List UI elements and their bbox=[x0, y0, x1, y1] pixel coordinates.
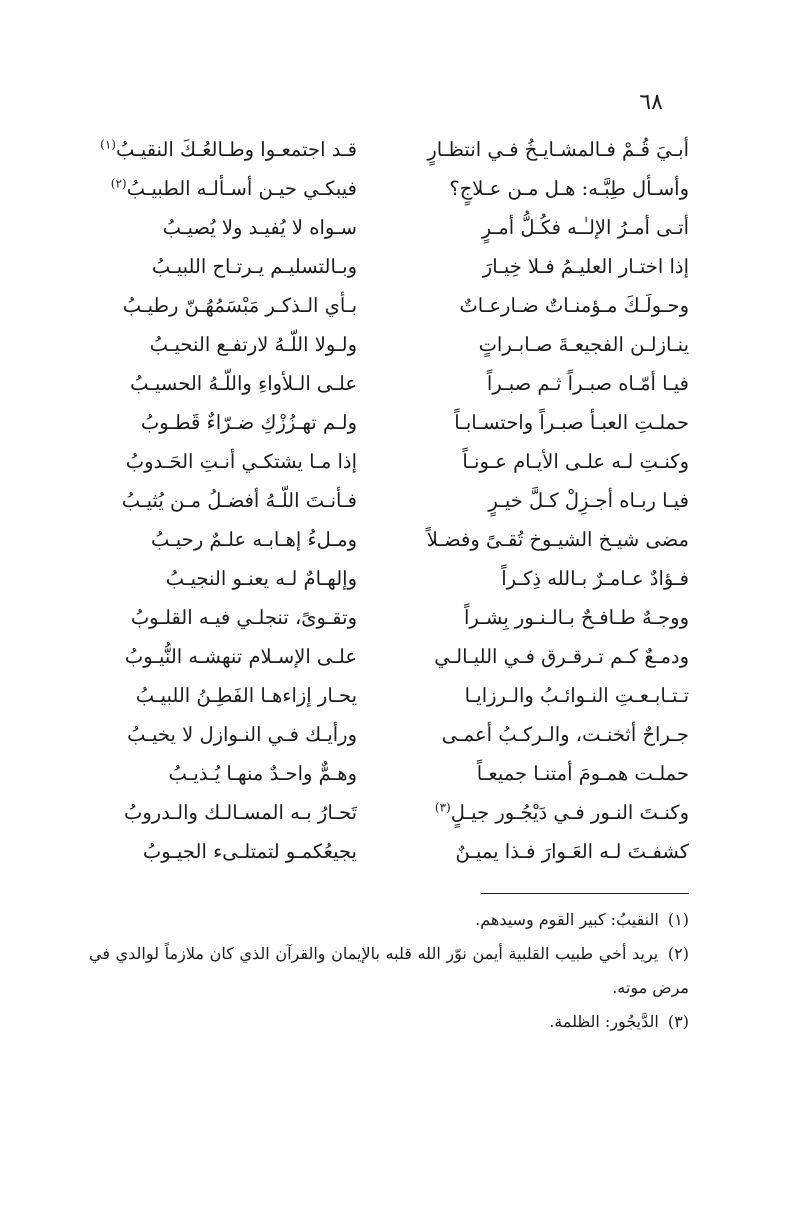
verse-row bbox=[0, 637, 787, 677]
verse-row bbox=[0, 286, 787, 326]
verse-row bbox=[0, 715, 787, 755]
verse-second-hemistich bbox=[57, 793, 357, 833]
verse-row bbox=[0, 130, 787, 170]
verse-text: علـى الـلأواءِ واللّـهُ الحسيـبُ bbox=[130, 372, 357, 395]
verse-second-hemistich bbox=[57, 208, 357, 248]
verse-text: فيبكـي حيـن أسـألـه الطبيـبُ bbox=[126, 177, 357, 200]
verse-row bbox=[0, 520, 787, 560]
verse-row bbox=[0, 442, 787, 482]
verse-row bbox=[0, 403, 787, 443]
verse-text: وتقـوىً، تنجلـي فيـه القلـوبُ bbox=[130, 606, 357, 629]
footnote-separator bbox=[481, 893, 689, 894]
verse-text: وأسـأل طِبَّـه: هـل مـن عـلاجٍ؟ bbox=[449, 177, 689, 200]
verse-text: سـواه لا يُفيـد ولا يُصيـبُ bbox=[162, 216, 357, 239]
footnote-2 bbox=[89, 937, 689, 1005]
verse-second-hemistich bbox=[57, 559, 357, 599]
verse-row bbox=[0, 169, 787, 209]
verse-second-hemistich bbox=[57, 598, 357, 638]
verse-first-hemistich bbox=[379, 481, 689, 521]
verse-first-hemistich bbox=[379, 364, 689, 404]
verse-second-hemistich bbox=[57, 364, 357, 404]
verse-first-hemistich bbox=[379, 832, 689, 872]
verse-text: كشفـتَ لـه العَـوارَ فـذا يميـنٌ bbox=[455, 840, 689, 863]
verse-first-hemistich bbox=[379, 247, 689, 287]
verse-second-hemistich bbox=[57, 286, 357, 326]
verse-text: فيـا ربـاه أجـزِلْ كـلَّ خيـرٍ bbox=[488, 489, 689, 512]
verse-text: مضى شيـخ الشيـوخ تُقـىً وفضـلاً bbox=[426, 528, 689, 551]
verse-text: أبـيَ قُـمْ فـالمشـايـخُ فـي انتظـارٍ bbox=[427, 138, 689, 161]
footnote-marker: (١) bbox=[100, 137, 116, 152]
verse-text: وهـمٌّ واحـدٌ منهـا يُـذيـبُ bbox=[168, 762, 357, 785]
verse-text: فـأنـتَ اللّـهُ أفضـلُ مـن يُثيـبُ bbox=[121, 489, 357, 512]
verse-text: ومـلءُ إهـابـه علـمٌ رحيـبُ bbox=[150, 528, 357, 551]
verse-row bbox=[0, 559, 787, 599]
verse-row bbox=[0, 325, 787, 365]
verse-text: حملـت همـومَ أمتنـا جميعـاً bbox=[476, 762, 689, 785]
verse-text: يجيعُكمـو لتمتلـىء الجيـوبُ bbox=[142, 840, 357, 863]
verse-second-hemistich bbox=[57, 676, 357, 716]
verse-text: أتـى أمـرُ الإلـٰـه فكُـلُّ أمـرٍ bbox=[481, 216, 689, 239]
verse-text: ووجـهٌ طـافـحٌ بـالـنـور بِشـراً bbox=[464, 606, 689, 629]
verse-text: إذا اختـار العليـمُ فـلا خِيـارَ bbox=[482, 255, 689, 278]
verse-second-hemistich bbox=[57, 130, 357, 170]
verse-text: تَحـارُ بـه المسـالـك والـدروبُ bbox=[124, 801, 357, 824]
verse-text: علـى الإسـلام تنهشـه النُّيـوبُ bbox=[124, 645, 357, 668]
verse-first-hemistich bbox=[379, 169, 689, 209]
verse-text: يحـار إزاءهـا الفَطِـنُ اللبيـبُ bbox=[135, 684, 357, 707]
verse-text: تـتـابـعـتِ النـوائـبُ والـرزايـا bbox=[464, 684, 689, 707]
footnote-text: الدَّيجُور: الظلمة. bbox=[549, 1012, 659, 1031]
verse-first-hemistich bbox=[379, 208, 689, 248]
verse-first-hemistich bbox=[379, 325, 689, 365]
verse-text: وكنـتَ النـور فـي دَيْجُـور جيـلٍ bbox=[450, 801, 689, 824]
footnote-3 bbox=[89, 1005, 689, 1039]
footnote-label: (٢) bbox=[667, 944, 689, 963]
verse-text: ولـولا اللّـهُ لارتفـع النحيـبُ bbox=[149, 333, 357, 356]
verse-row bbox=[0, 598, 787, 638]
verse-first-hemistich bbox=[379, 130, 689, 170]
verse-second-hemistich bbox=[57, 481, 357, 521]
verse-second-hemistich bbox=[57, 403, 357, 443]
verse-row bbox=[0, 247, 787, 287]
verse-first-hemistich bbox=[379, 637, 689, 677]
footnotes bbox=[89, 903, 689, 1039]
verse-first-hemistich bbox=[379, 793, 689, 833]
footnote-text: يريد أخي طبيب القلبية أيمن نوّر الله قلبه بالإيمان والقرآن الذي كان ملازماً لوالدي في مرض موته. bbox=[89, 944, 689, 997]
page-number: ٦٨ bbox=[639, 90, 663, 115]
verse-text: وكنـتِ لـه علـى الأيـام عـونـاً bbox=[462, 450, 689, 473]
verse-second-hemistich bbox=[57, 247, 357, 287]
verse-first-hemistich bbox=[379, 715, 689, 755]
verse-text: فيـا أمّـاه صبـراً ثـم صبـراً bbox=[486, 372, 689, 395]
verse-second-hemistich bbox=[57, 442, 357, 482]
verse-row bbox=[0, 793, 787, 833]
verse-row bbox=[0, 208, 787, 248]
verse-text: وبـالتسليـم يـرتـاح اللبيـبُ bbox=[151, 255, 357, 278]
verse-text: وحـولَـكَ مـؤمنـاتٌ ضـارعـاتٌ bbox=[459, 294, 689, 317]
verse-text: قـد اجتمعـوا وطـالعُـكَ النقيـبُ bbox=[115, 138, 357, 161]
verse-first-hemistich bbox=[379, 598, 689, 638]
footnote-label: (١) bbox=[667, 910, 689, 929]
verse-first-hemistich bbox=[379, 403, 689, 443]
verse-text: ورأيـك فـي النـوازل لا يخيـبُ bbox=[127, 723, 357, 746]
footnote-marker: (٢) bbox=[110, 176, 127, 191]
verse-row bbox=[0, 481, 787, 521]
verse-first-hemistich bbox=[379, 754, 689, 794]
verse-text: ينـازلـن الفجيعـةَ صـابـراتٍ bbox=[478, 333, 689, 356]
verse-text: جـراحٌ أثخنـت، والـركـبُ أعمـى bbox=[441, 723, 689, 746]
verse-first-hemistich bbox=[379, 286, 689, 326]
verse-second-hemistich bbox=[57, 754, 357, 794]
poem bbox=[0, 130, 787, 880]
verse-row bbox=[0, 676, 787, 716]
verse-text: ولـم تهـزُزْكِ ضـرّاءٌ قَطـوبُ bbox=[140, 411, 357, 434]
verse-row bbox=[0, 832, 787, 872]
verse-second-hemistich bbox=[57, 169, 357, 209]
verse-second-hemistich bbox=[57, 832, 357, 872]
footnote-text: النقيبُ: كبير القوم وسيدهم. bbox=[475, 910, 659, 929]
verse-second-hemistich bbox=[57, 715, 357, 755]
verse-first-hemistich bbox=[379, 520, 689, 560]
verse-first-hemistich bbox=[379, 442, 689, 482]
verse-text: ودمـعٌ كـم تـرقـرق فـي الليـالـي bbox=[434, 645, 689, 668]
verse-text: حملـتِ العبـأ صبـراً واحتسـابـاً bbox=[454, 411, 689, 434]
verse-second-hemistich bbox=[57, 520, 357, 560]
verse-row bbox=[0, 754, 787, 794]
verse-second-hemistich bbox=[57, 637, 357, 677]
verse-text: بـأي الـذكـر مَبْسَمُهُـنّ رطيـبُ bbox=[122, 294, 357, 317]
verse-text: إذا مـا يشتكـي أنـتِ الحَـدوبُ bbox=[125, 450, 357, 473]
verse-text: فـؤادٌ عـامـرٌ بـالله ذِكـراً bbox=[501, 567, 689, 590]
verse-first-hemistich bbox=[379, 559, 689, 599]
verse-first-hemistich bbox=[379, 676, 689, 716]
verse-text: وإلهـامٌ لـه يعنـو النجيـبُ bbox=[165, 567, 357, 590]
verse-second-hemistich bbox=[57, 325, 357, 365]
verse-row bbox=[0, 364, 787, 404]
footnote-1 bbox=[89, 903, 689, 937]
footnote-label: (٣) bbox=[667, 1012, 689, 1031]
footnote-marker: (٣) bbox=[434, 800, 451, 815]
